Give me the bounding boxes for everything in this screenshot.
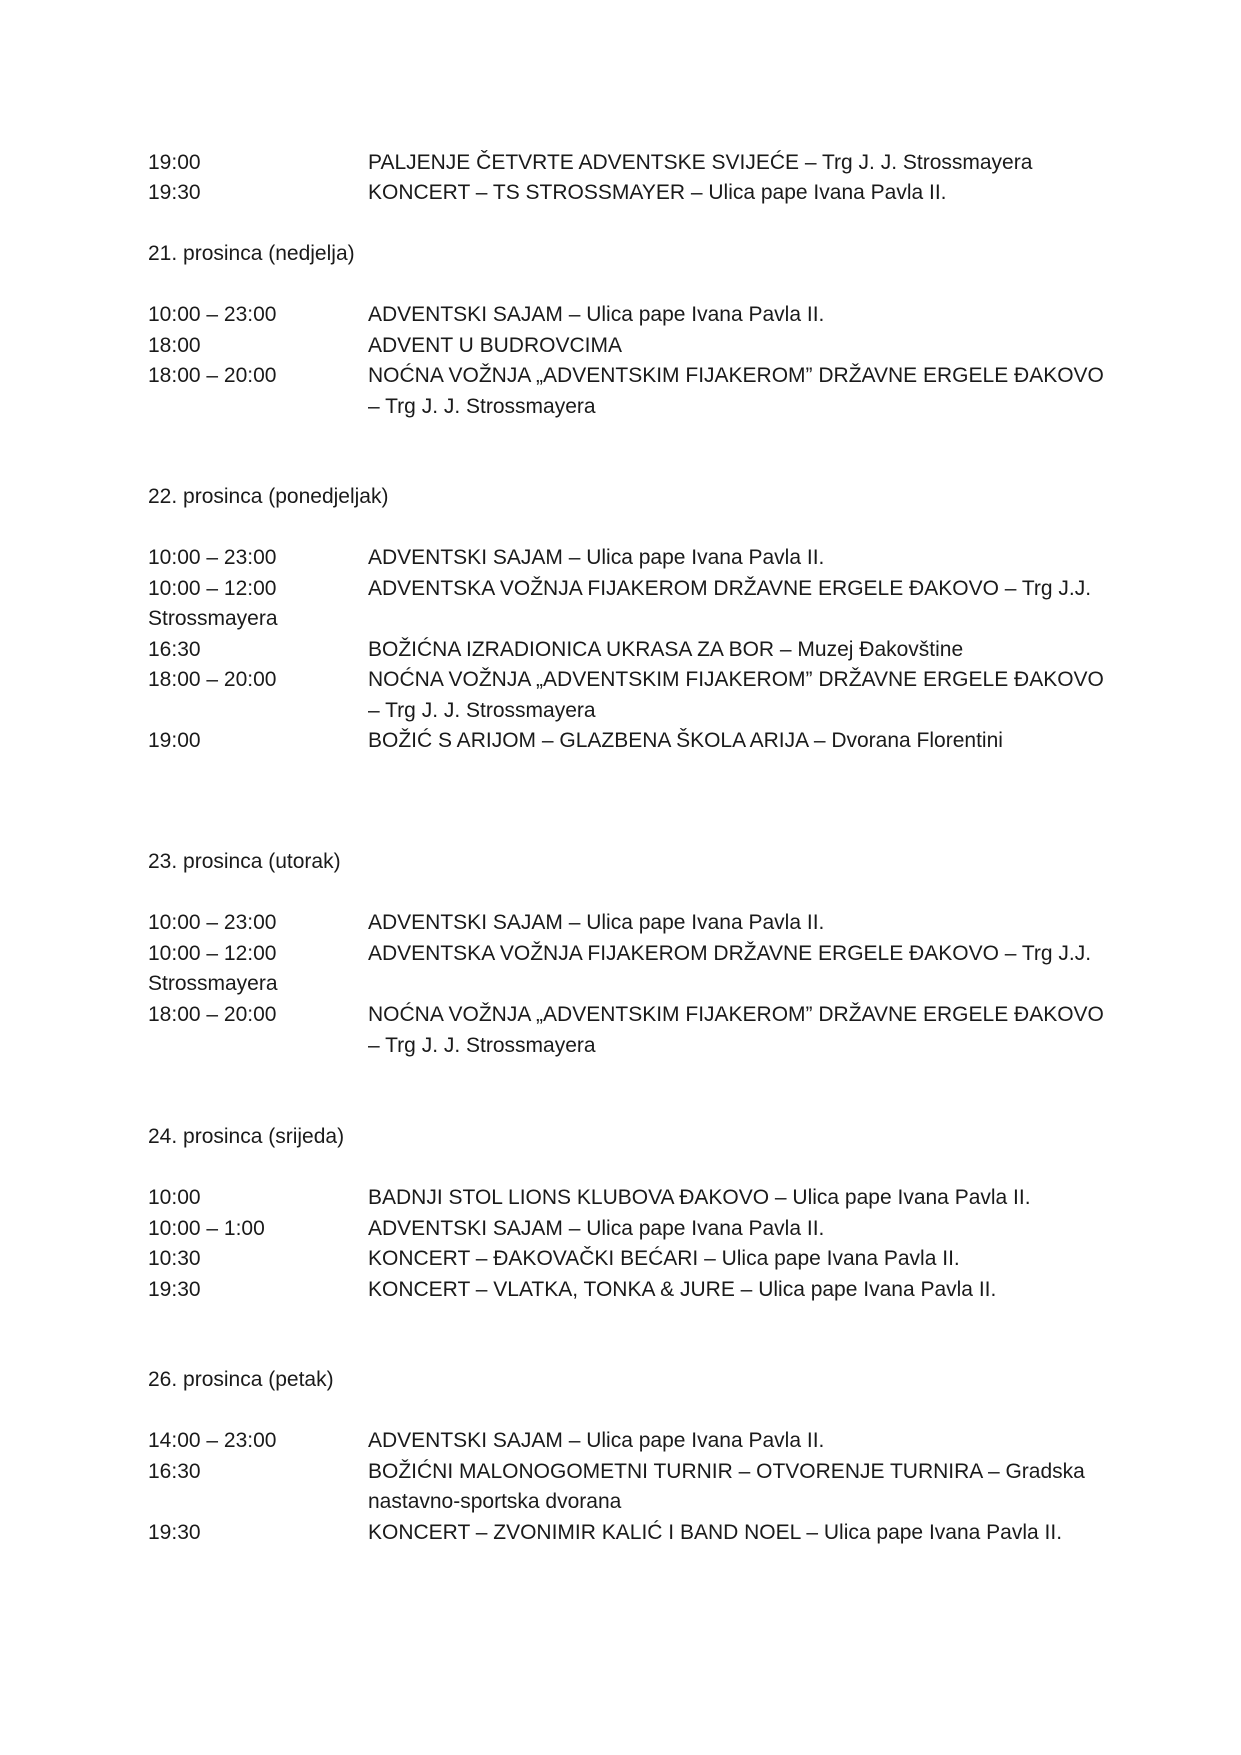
event-time: 10:00 – 23:00 [148, 303, 277, 326]
event-time: 18:00 [148, 334, 201, 357]
event-time: 10:00 – 1:00 [148, 1217, 265, 1240]
event-description: BOŽIĆNI MALONOGOMETNI TURNIR – OTVORENJE TURNIRA – Gradska [368, 1460, 1085, 1483]
event-time: 19:30 [148, 1521, 201, 1544]
day-heading: 21. prosinca (nedjelja) [148, 242, 355, 265]
event-time: 18:00 – 20:00 [148, 1003, 277, 1026]
schedule-row [148, 938, 1098, 969]
day-heading: 22. prosinca (ponedjeljak) [148, 485, 389, 508]
event-description: KONCERT – VLATKA, TONKA & JURE – Ulica pape Ivana Pavla II. [368, 1278, 997, 1301]
schedule-row [148, 542, 1098, 573]
event-description: KONCERT – ZVONIMIR KALIĆ I BAND NOEL – Ulica pape Ivana Pavla II. [368, 1521, 1063, 1544]
event-description: BOŽIĆ S ARIJOM – GLAZBENA ŠKOLA ARIJA – Dvorana Florentini [368, 729, 1003, 752]
schedule-row [148, 1517, 1098, 1548]
event-description: NOĆNA VOŽNJA „ADVENTSKIM FIJAKEROM” DRŽAVNE ERGELE ĐAKOVO [368, 668, 1104, 691]
event-time: 19:30 [148, 1278, 201, 1301]
event-time: 19:00 [148, 151, 201, 174]
event-time: 19:00 [148, 729, 201, 752]
event-description: PALJENJE ČETVRTE ADVENTSKE SVIJEĆE – Trg J. J. Strossmayera [368, 151, 1033, 174]
event-time: 18:00 – 20:00 [148, 668, 277, 691]
event-time: 16:30 [148, 1460, 201, 1483]
schedule-row [148, 1456, 1098, 1487]
event-time: 10:00 – 12:00 [148, 942, 277, 965]
event-description-continuation: – Trg J. J. Strossmayera [368, 699, 596, 722]
event-description: ADVENTSKA VOŽNJA FIJAKEROM DRŽAVNE ERGELE ĐAKOVO – Trg J.J. [368, 942, 1092, 965]
event-description: BADNJI STOL LIONS KLUBOVA ĐAKOVO – Ulica pape Ivana Pavla II. [368, 1186, 1031, 1209]
event-description-continuation: – Trg J. J. Strossmayera [368, 395, 596, 418]
schedule-row [148, 360, 1104, 391]
event-description: NOĆNA VOŽNJA „ADVENTSKIM FIJAKEROM” DRŽAVNE ERGELE ĐAKOVO [368, 1003, 1104, 1026]
event-time: 19:30 [148, 181, 201, 204]
schedule-row [148, 330, 1098, 361]
event-description: KONCERT – ĐAKOVAČKI BEĆARI – Ulica pape Ivana Pavla II. [368, 1247, 960, 1270]
day-heading: 24. prosinca (srijeda) [148, 1125, 345, 1148]
event-time: 14:00 – 23:00 [148, 1429, 277, 1452]
schedule-row [148, 634, 1098, 665]
event-time: 10:00 – 12:00 [148, 577, 277, 600]
schedule-row [148, 999, 1104, 1030]
event-description-continuation: Strossmayera [148, 607, 278, 630]
schedule-row [148, 907, 1098, 938]
schedule-row [148, 573, 1098, 604]
schedule-row [148, 725, 1098, 756]
event-description: ADVENTSKI SAJAM – Ulica pape Ivana Pavla II. [368, 303, 825, 326]
event-description: KONCERT – TS STROSSMAYER – Ulica pape Ivana Pavla II. [368, 181, 947, 204]
schedule-row [148, 147, 1098, 178]
schedule-row [148, 299, 1098, 330]
event-description: ADVENTSKI SAJAM – Ulica pape Ivana Pavla II. [368, 1217, 825, 1240]
event-description: ADVENTSKA VOŽNJA FIJAKEROM DRŽAVNE ERGELE ĐAKOVO – Trg J.J. [368, 577, 1092, 600]
event-description: BOŽIĆNA IZRADIONICA UKRASA ZA BOR – Muzej Đakovštine [368, 638, 964, 661]
schedule-row [148, 1213, 1098, 1244]
schedule-row [148, 1274, 1098, 1305]
event-time: 10:00 [148, 1186, 201, 1209]
event-time: 10:00 – 23:00 [148, 911, 277, 934]
event-description-continuation: Strossmayera [148, 972, 278, 995]
schedule-row [148, 1182, 1098, 1213]
event-time: 10:00 – 23:00 [148, 546, 277, 569]
event-description: ADVENT U BUDROVCIMA [368, 334, 622, 357]
day-heading: 23. prosinca (utorak) [148, 850, 341, 873]
event-description-continuation: – Trg J. J. Strossmayera [368, 1034, 596, 1057]
event-description: ADVENTSKI SAJAM – Ulica pape Ivana Pavla II. [368, 546, 825, 569]
schedule-row [148, 1243, 1098, 1274]
schedule-row [148, 664, 1104, 695]
event-description-continuation: nastavno-sportska dvorana [368, 1490, 622, 1513]
schedule-row [148, 1425, 1098, 1456]
event-time: 18:00 – 20:00 [148, 364, 277, 387]
event-description: ADVENTSKI SAJAM – Ulica pape Ivana Pavla II. [368, 911, 825, 934]
event-time: 10:30 [148, 1247, 201, 1270]
event-description: NOĆNA VOŽNJA „ADVENTSKIM FIJAKEROM” DRŽAVNE ERGELE ĐAKOVO [368, 364, 1104, 387]
event-time: 16:30 [148, 638, 201, 661]
day-heading: 26. prosinca (petak) [148, 1368, 334, 1391]
event-description: ADVENTSKI SAJAM – Ulica pape Ivana Pavla II. [368, 1429, 825, 1452]
schedule-row [148, 177, 1098, 208]
